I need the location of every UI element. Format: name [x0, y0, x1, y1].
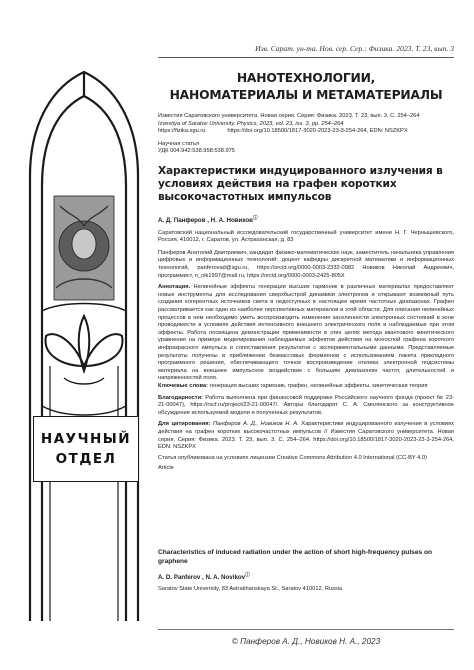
rubric-line-1: НАНОТЕХНОЛОГИИ, — [236, 71, 376, 85]
decorative-panel — [54, 196, 114, 300]
rubric-heading — [158, 70, 454, 104]
en-title: Characteristics of induced radiation under the action of short high-frequency pulses on graphene — [158, 549, 433, 565]
article-type: Научная статья — [158, 140, 200, 147]
affiliation: Саратовский национальный исследовательский государственный университет имени Н. Г. Чернышевского, Россия, 410012, г. Саратов, ул. Астраханская, д. 83 — [158, 229, 454, 244]
keywords-label: Ключевые слова: — [158, 382, 208, 389]
lotus-ornament — [46, 316, 123, 384]
article-body — [158, 214, 454, 473]
copyright: © Панферов А. Д., Новиков Н. А., 2023 — [231, 637, 381, 646]
art-nouveau-ornament — [20, 66, 148, 626]
footer-rule — [158, 629, 454, 630]
citation-text: Характеристики индуцированного излучения в условиях действия на графен коротких высокочастотных импульсов // Известия Саратовского университета. Новая серия. Серия: Физика. 2023. Т. 23, вып. 3. С. 254–264. https://doi.org/10.18500/1817-3020-2023-23-3-254-264, EDN: NSZKPX — [158, 421, 454, 451]
keywords-text: генерация высших гармоник, графен, нелинейные эффекты, кинетическая теория — [209, 382, 428, 389]
authors: А. Д. Панферов , Н. А. Новиковⓘ — [158, 215, 258, 225]
citation-authors: Панферов А. Д., Новиков Н. А. — [212, 421, 299, 428]
section-label-1: НАУЧНЫЙ — [40, 431, 132, 447]
acknowledgments-label: Благодарности: — [158, 394, 203, 401]
journal-site-link[interactable]: https://fizika.sgu.ru — [158, 128, 206, 135]
article-meta — [158, 113, 454, 156]
doi-link[interactable]: https://doi.org/10.18500/1817-3020-2023-23-3-254-264, EDN: NSZKPX — [227, 128, 408, 135]
citation-label: Для цитирования: — [158, 421, 211, 428]
running-header: Изв. Сарат. ун-та. Нов. сер. Сер.: Физика. 2023. Т. 23, вып. 3 — [255, 44, 454, 53]
journal-ru: Известия Саратовского университета. Новая серия. Серия: Физика. 2023. Т. 23, вып. 3. С. 254–264 — [158, 113, 420, 119]
license: Статья опубликована на условиях лицензии Creative Commons Attribution 4.0 International (CC-BY 4.0) — [158, 454, 427, 461]
orcid-icon: ⓘ — [245, 572, 250, 578]
section-label-2: ОТДЕЛ — [55, 451, 117, 467]
abstract-label: Аннотация. — [158, 284, 191, 291]
article-title: Характеристики индуцированного излучения в условиях действия на графен коротких высокочастотных импульсов — [158, 165, 443, 204]
author-info: Панферов Анатолий Дмитриевич, кандидат физико-математических наук, заместитель начальника управления цифровых и информационных технологий; доцент кафедры дискретной математики и информационных технологий, panferovad@sgu.ru, https://orcid.org/0000-0003-2332-0982 Новиков Николай Андреевич, программист, n_nik1997@mail.ru, https://orcid.org/0000-0003-2425-805X — [158, 249, 454, 279]
orcid-icon: ⓘ — [252, 215, 258, 220]
rubric-line-2: НАНОМАТЕРИАЛЫ И МЕТАМАТЕРИАЛЫ — [169, 88, 443, 102]
en-authors: A. D. Panferov , N. A. Novikovⓘ — [158, 572, 250, 582]
abstract-text: Нелинейные эффекты генерации высших гармоник в различных материалах предоставляют новые инструменты для исследования сверхбыстрой динамики электронов и открывают возможный путь создания когерентных источников света в недоступных в настоящее время частотных диапазонах. Графен рассматривается как один из наиболее перспективных материалов в этой области. Для описания нелинейных процессов в нем необходимо уметь воспроизводить изменение заселенности электронных состояний в зоне проводимости в условиях действия интенсивного внешнего электрического поля и наблюдаемые при этом эффекты. Работа посвящена демонстрации применимости в этих целях метода квантового кинетического уравнения на примере моделирования наблюдаемых эффектов действия на монослой графена короткого инфракрасного импульса и сопоставления результатов с экспериментальными данными. Представляемые результаты получены в приближении безмассовых фермионов с использованием пакета прикладного программного решения, обеспечивающего точное воспроизведение отклика электронной подсистемы материала на внешнее импульсное воздействие с большим диапазоном частот, длительностей и напряженностей поля. — [158, 284, 454, 382]
journal-en: Izvestiya of Saratov University. Physics, 2023, vol. 23, iss. 3, pp. 254–264 — [158, 120, 344, 127]
acknowledgments — [158, 395, 454, 418]
acknowledgments-text: Работа выполнена при финансовой поддержке Российского научного фонда (проект № 23-21-00047), https://rscf.ru/project/23-21-00047/. Авторы благодарят С. А. Смолянского за конструктивное обсуждение используемой модели и полученных результатов. — [158, 394, 454, 416]
keywords — [158, 383, 454, 391]
article-type-en: Article — [158, 465, 174, 472]
section-box — [33, 416, 139, 482]
udk: УДК 004.942:538.958:538.975 — [158, 148, 235, 155]
abstract — [158, 284, 454, 383]
english-block — [158, 549, 454, 593]
en-affiliation: Saratov State University, 83 Astrakhanskaya St., Saratov 410012, Russia — [158, 585, 343, 592]
citation — [158, 421, 454, 451]
header-rule — [158, 57, 454, 58]
